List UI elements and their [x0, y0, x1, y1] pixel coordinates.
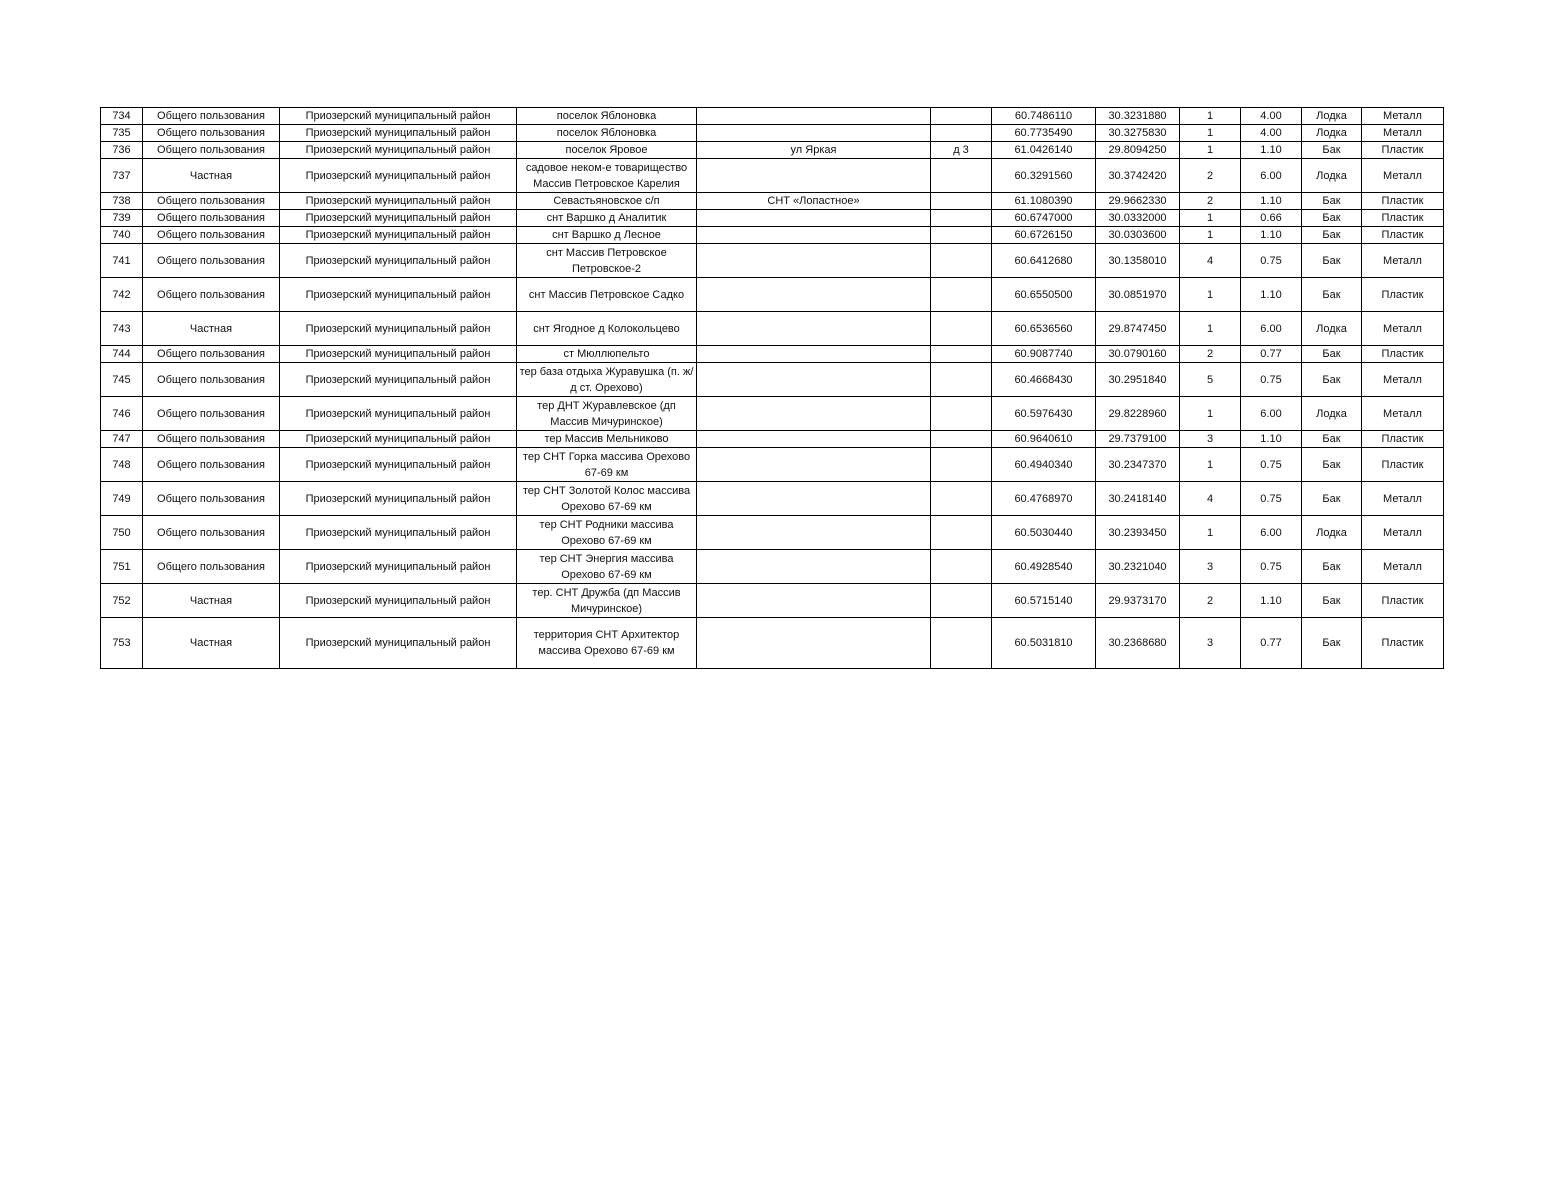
register-table-body: [101, 108, 1444, 669]
volume-cell: 0.66: [1241, 210, 1302, 227]
latitude-cell: 60.6412680: [992, 244, 1096, 278]
container-count-cell: 1: [1180, 448, 1241, 482]
container-count-cell: 3: [1180, 618, 1241, 669]
material-cell: Пластик: [1362, 210, 1444, 227]
latitude-cell: 60.4668430: [992, 363, 1096, 397]
container-count-cell: 2: [1180, 584, 1241, 618]
material-cell: Металл: [1362, 159, 1444, 193]
row-number-cell: 750: [101, 516, 143, 550]
house-cell: [931, 363, 992, 397]
material-cell: Пластик: [1362, 448, 1444, 482]
table-row: [101, 584, 1444, 618]
locality-cell: тер СНТ Золотой Колос массива Орехово 67-69 км: [517, 482, 697, 516]
ownership-cell: Общего пользования: [143, 431, 280, 448]
locality-cell: снт Ягодное д Колокольцево: [517, 312, 697, 346]
row-number-cell: 744: [101, 346, 143, 363]
container-type-cell: Бак: [1302, 448, 1362, 482]
ownership-cell: Частная: [143, 159, 280, 193]
locality-cell: Севастьяновское с/п: [517, 193, 697, 210]
longitude-cell: 30.2393450: [1096, 516, 1180, 550]
district-cell: Приозерский муниципальный район: [280, 108, 517, 125]
ownership-cell: Частная: [143, 618, 280, 669]
locality-cell: снт Массив Петровское Садко: [517, 278, 697, 312]
latitude-cell: 60.5715140: [992, 584, 1096, 618]
material-cell: Пластик: [1362, 142, 1444, 159]
material-cell: Металл: [1362, 108, 1444, 125]
house-cell: [931, 125, 992, 142]
street-cell: [697, 618, 931, 669]
table-row: [101, 618, 1444, 669]
locality-cell: ст Мюллюпельто: [517, 346, 697, 363]
street-cell: ул Яркая: [697, 142, 931, 159]
material-cell: Металл: [1362, 125, 1444, 142]
container-count-cell: 1: [1180, 278, 1241, 312]
material-cell: Пластик: [1362, 431, 1444, 448]
latitude-cell: 60.5031810: [992, 618, 1096, 669]
table-row: [101, 550, 1444, 584]
volume-cell: 6.00: [1241, 516, 1302, 550]
row-number-cell: 740: [101, 227, 143, 244]
container-count-cell: 4: [1180, 244, 1241, 278]
container-type-cell: Бак: [1302, 431, 1362, 448]
longitude-cell: 30.2368680: [1096, 618, 1180, 669]
volume-cell: 6.00: [1241, 312, 1302, 346]
ownership-cell: Общего пользования: [143, 482, 280, 516]
latitude-cell: 60.7486110: [992, 108, 1096, 125]
table-row: [101, 312, 1444, 346]
locality-cell: снт Массив Петровское Петровское-2: [517, 244, 697, 278]
material-cell: Металл: [1362, 550, 1444, 584]
locality-cell: поселок Яблоновка: [517, 108, 697, 125]
container-type-cell: Бак: [1302, 227, 1362, 244]
container-type-cell: Бак: [1302, 278, 1362, 312]
container-count-cell: 1: [1180, 397, 1241, 431]
district-cell: Приозерский муниципальный район: [280, 431, 517, 448]
latitude-cell: 60.6747000: [992, 210, 1096, 227]
container-type-cell: Бак: [1302, 482, 1362, 516]
house-cell: [931, 108, 992, 125]
latitude-cell: 60.5976430: [992, 397, 1096, 431]
longitude-cell: 29.9662330: [1096, 193, 1180, 210]
volume-cell: 6.00: [1241, 159, 1302, 193]
table-row: [101, 516, 1444, 550]
street-cell: [697, 244, 931, 278]
volume-cell: 0.75: [1241, 448, 1302, 482]
street-cell: [697, 159, 931, 193]
row-number-cell: 753: [101, 618, 143, 669]
row-number-cell: 751: [101, 550, 143, 584]
longitude-cell: 29.9373170: [1096, 584, 1180, 618]
district-cell: Приозерский муниципальный район: [280, 363, 517, 397]
longitude-cell: 30.0790160: [1096, 346, 1180, 363]
house-cell: д 3: [931, 142, 992, 159]
street-cell: [697, 584, 931, 618]
longitude-cell: 30.2951840: [1096, 363, 1180, 397]
ownership-cell: Общего пользования: [143, 244, 280, 278]
district-cell: Приозерский муниципальный район: [280, 159, 517, 193]
latitude-cell: 60.7735490: [992, 125, 1096, 142]
row-number-cell: 749: [101, 482, 143, 516]
latitude-cell: 60.6536560: [992, 312, 1096, 346]
table-row: [101, 278, 1444, 312]
locality-cell: тер СНТ Энергия массива Орехово 67-69 км: [517, 550, 697, 584]
ownership-cell: Общего пользования: [143, 108, 280, 125]
house-cell: [931, 312, 992, 346]
longitude-cell: 29.7379100: [1096, 431, 1180, 448]
container-type-cell: Бак: [1302, 346, 1362, 363]
street-cell: [697, 363, 931, 397]
district-cell: Приозерский муниципальный район: [280, 397, 517, 431]
longitude-cell: 30.2418140: [1096, 482, 1180, 516]
material-cell: Пластик: [1362, 227, 1444, 244]
table-row: [101, 193, 1444, 210]
ownership-cell: Общего пользования: [143, 550, 280, 584]
longitude-cell: 30.1358010: [1096, 244, 1180, 278]
container-type-cell: Бак: [1302, 193, 1362, 210]
row-number-cell: 746: [101, 397, 143, 431]
latitude-cell: 60.5030440: [992, 516, 1096, 550]
register-table: [100, 107, 1444, 669]
ownership-cell: Общего пользования: [143, 193, 280, 210]
longitude-cell: 30.2347370: [1096, 448, 1180, 482]
row-number-cell: 737: [101, 159, 143, 193]
row-number-cell: 735: [101, 125, 143, 142]
table-row: [101, 210, 1444, 227]
house-cell: [931, 210, 992, 227]
material-cell: Металл: [1362, 397, 1444, 431]
volume-cell: 0.77: [1241, 618, 1302, 669]
container-count-cell: 1: [1180, 142, 1241, 159]
container-count-cell: 5: [1180, 363, 1241, 397]
house-cell: [931, 482, 992, 516]
latitude-cell: 61.0426140: [992, 142, 1096, 159]
container-type-cell: Бак: [1302, 244, 1362, 278]
row-number-cell: 748: [101, 448, 143, 482]
container-count-cell: 1: [1180, 108, 1241, 125]
ownership-cell: Общего пользования: [143, 142, 280, 159]
longitude-cell: 29.8747450: [1096, 312, 1180, 346]
locality-cell: тер ДНТ Журавлевское (дп Массив Мичуринское): [517, 397, 697, 431]
street-cell: [697, 278, 931, 312]
longitude-cell: 30.2321040: [1096, 550, 1180, 584]
district-cell: Приозерский муниципальный район: [280, 584, 517, 618]
locality-cell: садовое неком-е товарищество Массив Петровское Карелия: [517, 159, 697, 193]
container-count-cell: 3: [1180, 431, 1241, 448]
house-cell: [931, 159, 992, 193]
locality-cell: снт Варшко д Аналитик: [517, 210, 697, 227]
container-count-cell: 4: [1180, 482, 1241, 516]
volume-cell: 1.10: [1241, 431, 1302, 448]
district-cell: Приозерский муниципальный район: [280, 312, 517, 346]
volume-cell: 1.10: [1241, 142, 1302, 159]
table-row: [101, 159, 1444, 193]
volume-cell: 1.10: [1241, 227, 1302, 244]
container-type-cell: Лодка: [1302, 516, 1362, 550]
container-count-cell: 1: [1180, 516, 1241, 550]
house-cell: [931, 516, 992, 550]
material-cell: Металл: [1362, 244, 1444, 278]
district-cell: Приозерский муниципальный район: [280, 210, 517, 227]
house-cell: [931, 618, 992, 669]
row-number-cell: 745: [101, 363, 143, 397]
table-row: [101, 397, 1444, 431]
street-cell: [697, 108, 931, 125]
container-count-cell: 1: [1180, 125, 1241, 142]
locality-cell: тер СНТ Горка массива Орехово 67-69 км: [517, 448, 697, 482]
latitude-cell: 60.6726150: [992, 227, 1096, 244]
ownership-cell: Общего пользования: [143, 125, 280, 142]
container-type-cell: Лодка: [1302, 125, 1362, 142]
volume-cell: 0.75: [1241, 482, 1302, 516]
table-row: [101, 244, 1444, 278]
container-type-cell: Бак: [1302, 618, 1362, 669]
district-cell: Приозерский муниципальный район: [280, 550, 517, 584]
district-cell: Приозерский муниципальный район: [280, 516, 517, 550]
material-cell: Пластик: [1362, 618, 1444, 669]
street-cell: [697, 125, 931, 142]
container-type-cell: Лодка: [1302, 312, 1362, 346]
ownership-cell: Общего пользования: [143, 278, 280, 312]
house-cell: [931, 244, 992, 278]
house-cell: [931, 278, 992, 312]
table-row: [101, 431, 1444, 448]
district-cell: Приозерский муниципальный район: [280, 125, 517, 142]
street-cell: [697, 346, 931, 363]
table-row: [101, 125, 1444, 142]
volume-cell: 1.10: [1241, 584, 1302, 618]
table-row: [101, 346, 1444, 363]
row-number-cell: 739: [101, 210, 143, 227]
material-cell: Пластик: [1362, 584, 1444, 618]
locality-cell: тер. СНТ Дружба (дп Массив Мичуринское): [517, 584, 697, 618]
locality-cell: снт Варшко д Лесное: [517, 227, 697, 244]
house-cell: [931, 431, 992, 448]
ownership-cell: Общего пользования: [143, 448, 280, 482]
table-row: [101, 363, 1444, 397]
district-cell: Приозерский муниципальный район: [280, 278, 517, 312]
row-number-cell: 747: [101, 431, 143, 448]
container-type-cell: Бак: [1302, 363, 1362, 397]
container-type-cell: Бак: [1302, 142, 1362, 159]
district-cell: Приозерский муниципальный район: [280, 142, 517, 159]
street-cell: [697, 227, 931, 244]
latitude-cell: 61.1080390: [992, 193, 1096, 210]
locality-cell: поселок Яровое: [517, 142, 697, 159]
longitude-cell: 30.0851970: [1096, 278, 1180, 312]
latitude-cell: 60.9640610: [992, 431, 1096, 448]
volume-cell: 1.10: [1241, 278, 1302, 312]
volume-cell: 0.75: [1241, 363, 1302, 397]
table-row: [101, 108, 1444, 125]
street-cell: [697, 312, 931, 346]
street-cell: [697, 431, 931, 448]
district-cell: Приозерский муниципальный район: [280, 244, 517, 278]
street-cell: [697, 397, 931, 431]
latitude-cell: 60.4928540: [992, 550, 1096, 584]
volume-cell: 6.00: [1241, 397, 1302, 431]
street-cell: [697, 482, 931, 516]
street-cell: [697, 448, 931, 482]
volume-cell: 0.75: [1241, 244, 1302, 278]
latitude-cell: 60.4768970: [992, 482, 1096, 516]
row-number-cell: 742: [101, 278, 143, 312]
locality-cell: поселок Яблоновка: [517, 125, 697, 142]
volume-cell: 0.77: [1241, 346, 1302, 363]
ownership-cell: Общего пользования: [143, 363, 280, 397]
district-cell: Приозерский муниципальный район: [280, 618, 517, 669]
volume-cell: 4.00: [1241, 108, 1302, 125]
material-cell: Пластик: [1362, 193, 1444, 210]
container-count-cell: 1: [1180, 210, 1241, 227]
latitude-cell: 60.4940340: [992, 448, 1096, 482]
container-count-cell: 1: [1180, 312, 1241, 346]
latitude-cell: 60.3291560: [992, 159, 1096, 193]
longitude-cell: 30.3275830: [1096, 125, 1180, 142]
material-cell: Металл: [1362, 516, 1444, 550]
row-number-cell: 738: [101, 193, 143, 210]
table-row: [101, 227, 1444, 244]
house-cell: [931, 227, 992, 244]
street-cell: [697, 550, 931, 584]
ownership-cell: Частная: [143, 312, 280, 346]
volume-cell: 1.10: [1241, 193, 1302, 210]
latitude-cell: 60.6550500: [992, 278, 1096, 312]
district-cell: Приозерский муниципальный район: [280, 227, 517, 244]
table-row: [101, 142, 1444, 159]
longitude-cell: 29.8094250: [1096, 142, 1180, 159]
container-type-cell: Лодка: [1302, 397, 1362, 431]
locality-cell: тер база отдыха Журавушка (п. ж/д ст. Орехово): [517, 363, 697, 397]
ownership-cell: Частная: [143, 584, 280, 618]
material-cell: Металл: [1362, 482, 1444, 516]
container-type-cell: Лодка: [1302, 159, 1362, 193]
container-type-cell: Бак: [1302, 550, 1362, 584]
street-cell: СНТ «Лопастное»: [697, 193, 931, 210]
container-type-cell: Лодка: [1302, 108, 1362, 125]
volume-cell: 0.75: [1241, 550, 1302, 584]
container-count-cell: 1: [1180, 227, 1241, 244]
container-count-cell: 2: [1180, 346, 1241, 363]
row-number-cell: 736: [101, 142, 143, 159]
house-cell: [931, 346, 992, 363]
ownership-cell: Общего пользования: [143, 346, 280, 363]
ownership-cell: Общего пользования: [143, 210, 280, 227]
longitude-cell: 29.8228960: [1096, 397, 1180, 431]
longitude-cell: 30.3231880: [1096, 108, 1180, 125]
material-cell: Пластик: [1362, 346, 1444, 363]
district-cell: Приозерский муниципальный район: [280, 193, 517, 210]
house-cell: [931, 550, 992, 584]
locality-cell: тер СНТ Родники массива Орехово 67-69 км: [517, 516, 697, 550]
house-cell: [931, 584, 992, 618]
volume-cell: 4.00: [1241, 125, 1302, 142]
house-cell: [931, 193, 992, 210]
table-row: [101, 448, 1444, 482]
row-number-cell: 741: [101, 244, 143, 278]
material-cell: Металл: [1362, 312, 1444, 346]
locality-cell: тер Массив Мельниково: [517, 431, 697, 448]
longitude-cell: 30.0303600: [1096, 227, 1180, 244]
ownership-cell: Общего пользования: [143, 397, 280, 431]
container-type-cell: Бак: [1302, 210, 1362, 227]
ownership-cell: Общего пользования: [143, 516, 280, 550]
container-count-cell: 2: [1180, 159, 1241, 193]
street-cell: [697, 210, 931, 227]
table-row: [101, 482, 1444, 516]
house-cell: [931, 397, 992, 431]
material-cell: Металл: [1362, 363, 1444, 397]
locality-cell: территория СНТ Архитектор массива Орехово 67-69 км: [517, 618, 697, 669]
longitude-cell: 30.3742420: [1096, 159, 1180, 193]
district-cell: Приозерский муниципальный район: [280, 482, 517, 516]
house-cell: [931, 448, 992, 482]
street-cell: [697, 516, 931, 550]
district-cell: Приозерский муниципальный район: [280, 346, 517, 363]
district-cell: Приозерский муниципальный район: [280, 448, 517, 482]
row-number-cell: 734: [101, 108, 143, 125]
container-type-cell: Бак: [1302, 584, 1362, 618]
container-count-cell: 2: [1180, 193, 1241, 210]
ownership-cell: Общего пользования: [143, 227, 280, 244]
container-count-cell: 3: [1180, 550, 1241, 584]
row-number-cell: 743: [101, 312, 143, 346]
longitude-cell: 30.0332000: [1096, 210, 1180, 227]
latitude-cell: 60.9087740: [992, 346, 1096, 363]
material-cell: Пластик: [1362, 278, 1444, 312]
row-number-cell: 752: [101, 584, 143, 618]
